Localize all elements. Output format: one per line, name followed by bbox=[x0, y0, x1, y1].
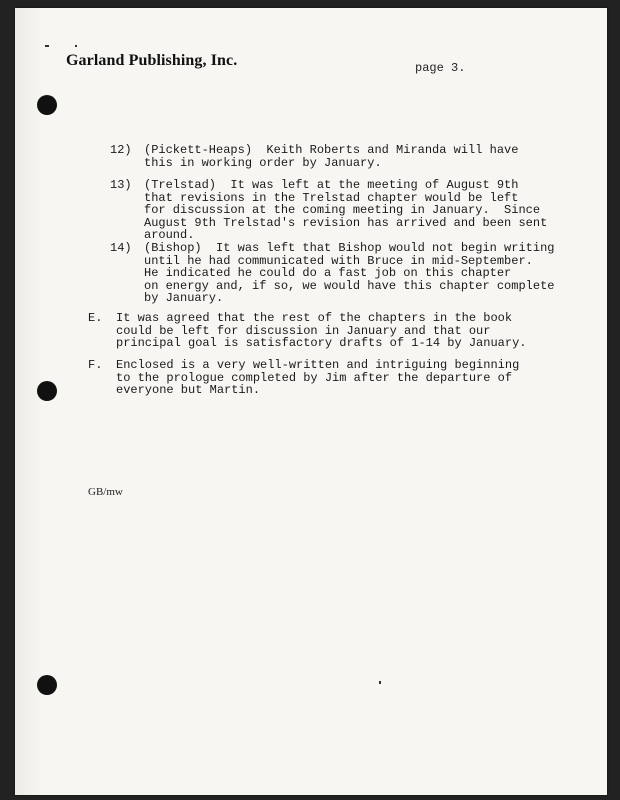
ink-speck bbox=[75, 45, 77, 47]
item-line: everyone but Martin. bbox=[116, 383, 261, 398]
punch-hole bbox=[37, 675, 57, 695]
item-number: 14) bbox=[110, 241, 132, 255]
item-line: August 9th Trelstad's revision has arrived and been sent bbox=[144, 215, 548, 230]
item-line: He indicated he could do a fast job on this chapter bbox=[144, 266, 512, 281]
document-page bbox=[15, 8, 607, 795]
item-line: (Trelstad) It was left at the meeting of August 9th bbox=[144, 178, 519, 192]
punch-hole bbox=[37, 95, 57, 115]
item-line: (Pickett-Heaps) Keith Roberts and Miranda will have bbox=[144, 143, 519, 157]
ink-speck bbox=[379, 681, 381, 684]
item-line: on energy and, if so, we would have this chapter complete bbox=[144, 278, 555, 293]
item-line: to the prologue completed by Jim after the departure of bbox=[116, 370, 513, 385]
page-number: page 3. bbox=[415, 61, 466, 75]
item-line: until he had communicated with Bruce in mid-September. bbox=[144, 253, 533, 268]
item-line: principal goal is satisfactory drafts of 1-14 by January. bbox=[116, 336, 527, 351]
page-edge bbox=[15, 8, 43, 795]
item-line: Enclosed is a very well-written and intriguing beginning bbox=[116, 358, 520, 372]
item-line: It was agreed that the rest of the chapters in the book bbox=[116, 311, 513, 325]
item-number: 13) bbox=[110, 178, 132, 192]
item-number: 12) bbox=[110, 143, 132, 157]
item-line: could be left for discussion in January and that our bbox=[116, 323, 491, 338]
item-line: around. bbox=[144, 228, 195, 243]
item-letter: F. bbox=[88, 358, 103, 372]
ink-speck bbox=[45, 45, 49, 47]
item-line: that revisions in the Trelstad chapter would be left bbox=[144, 190, 519, 205]
letterhead: Garland Publishing, Inc. bbox=[66, 52, 238, 69]
item-line: by January. bbox=[144, 291, 224, 306]
item-line: this in working order by January. bbox=[144, 155, 382, 170]
item-line: (Bishop) It was left that Bishop would not begin writing bbox=[144, 241, 555, 255]
item-line: for discussion at the coming meeting in January. Since bbox=[144, 203, 541, 218]
punch-hole bbox=[37, 381, 57, 401]
item-letter: E. bbox=[88, 311, 103, 325]
typist-initials: GB/mw bbox=[88, 486, 123, 498]
